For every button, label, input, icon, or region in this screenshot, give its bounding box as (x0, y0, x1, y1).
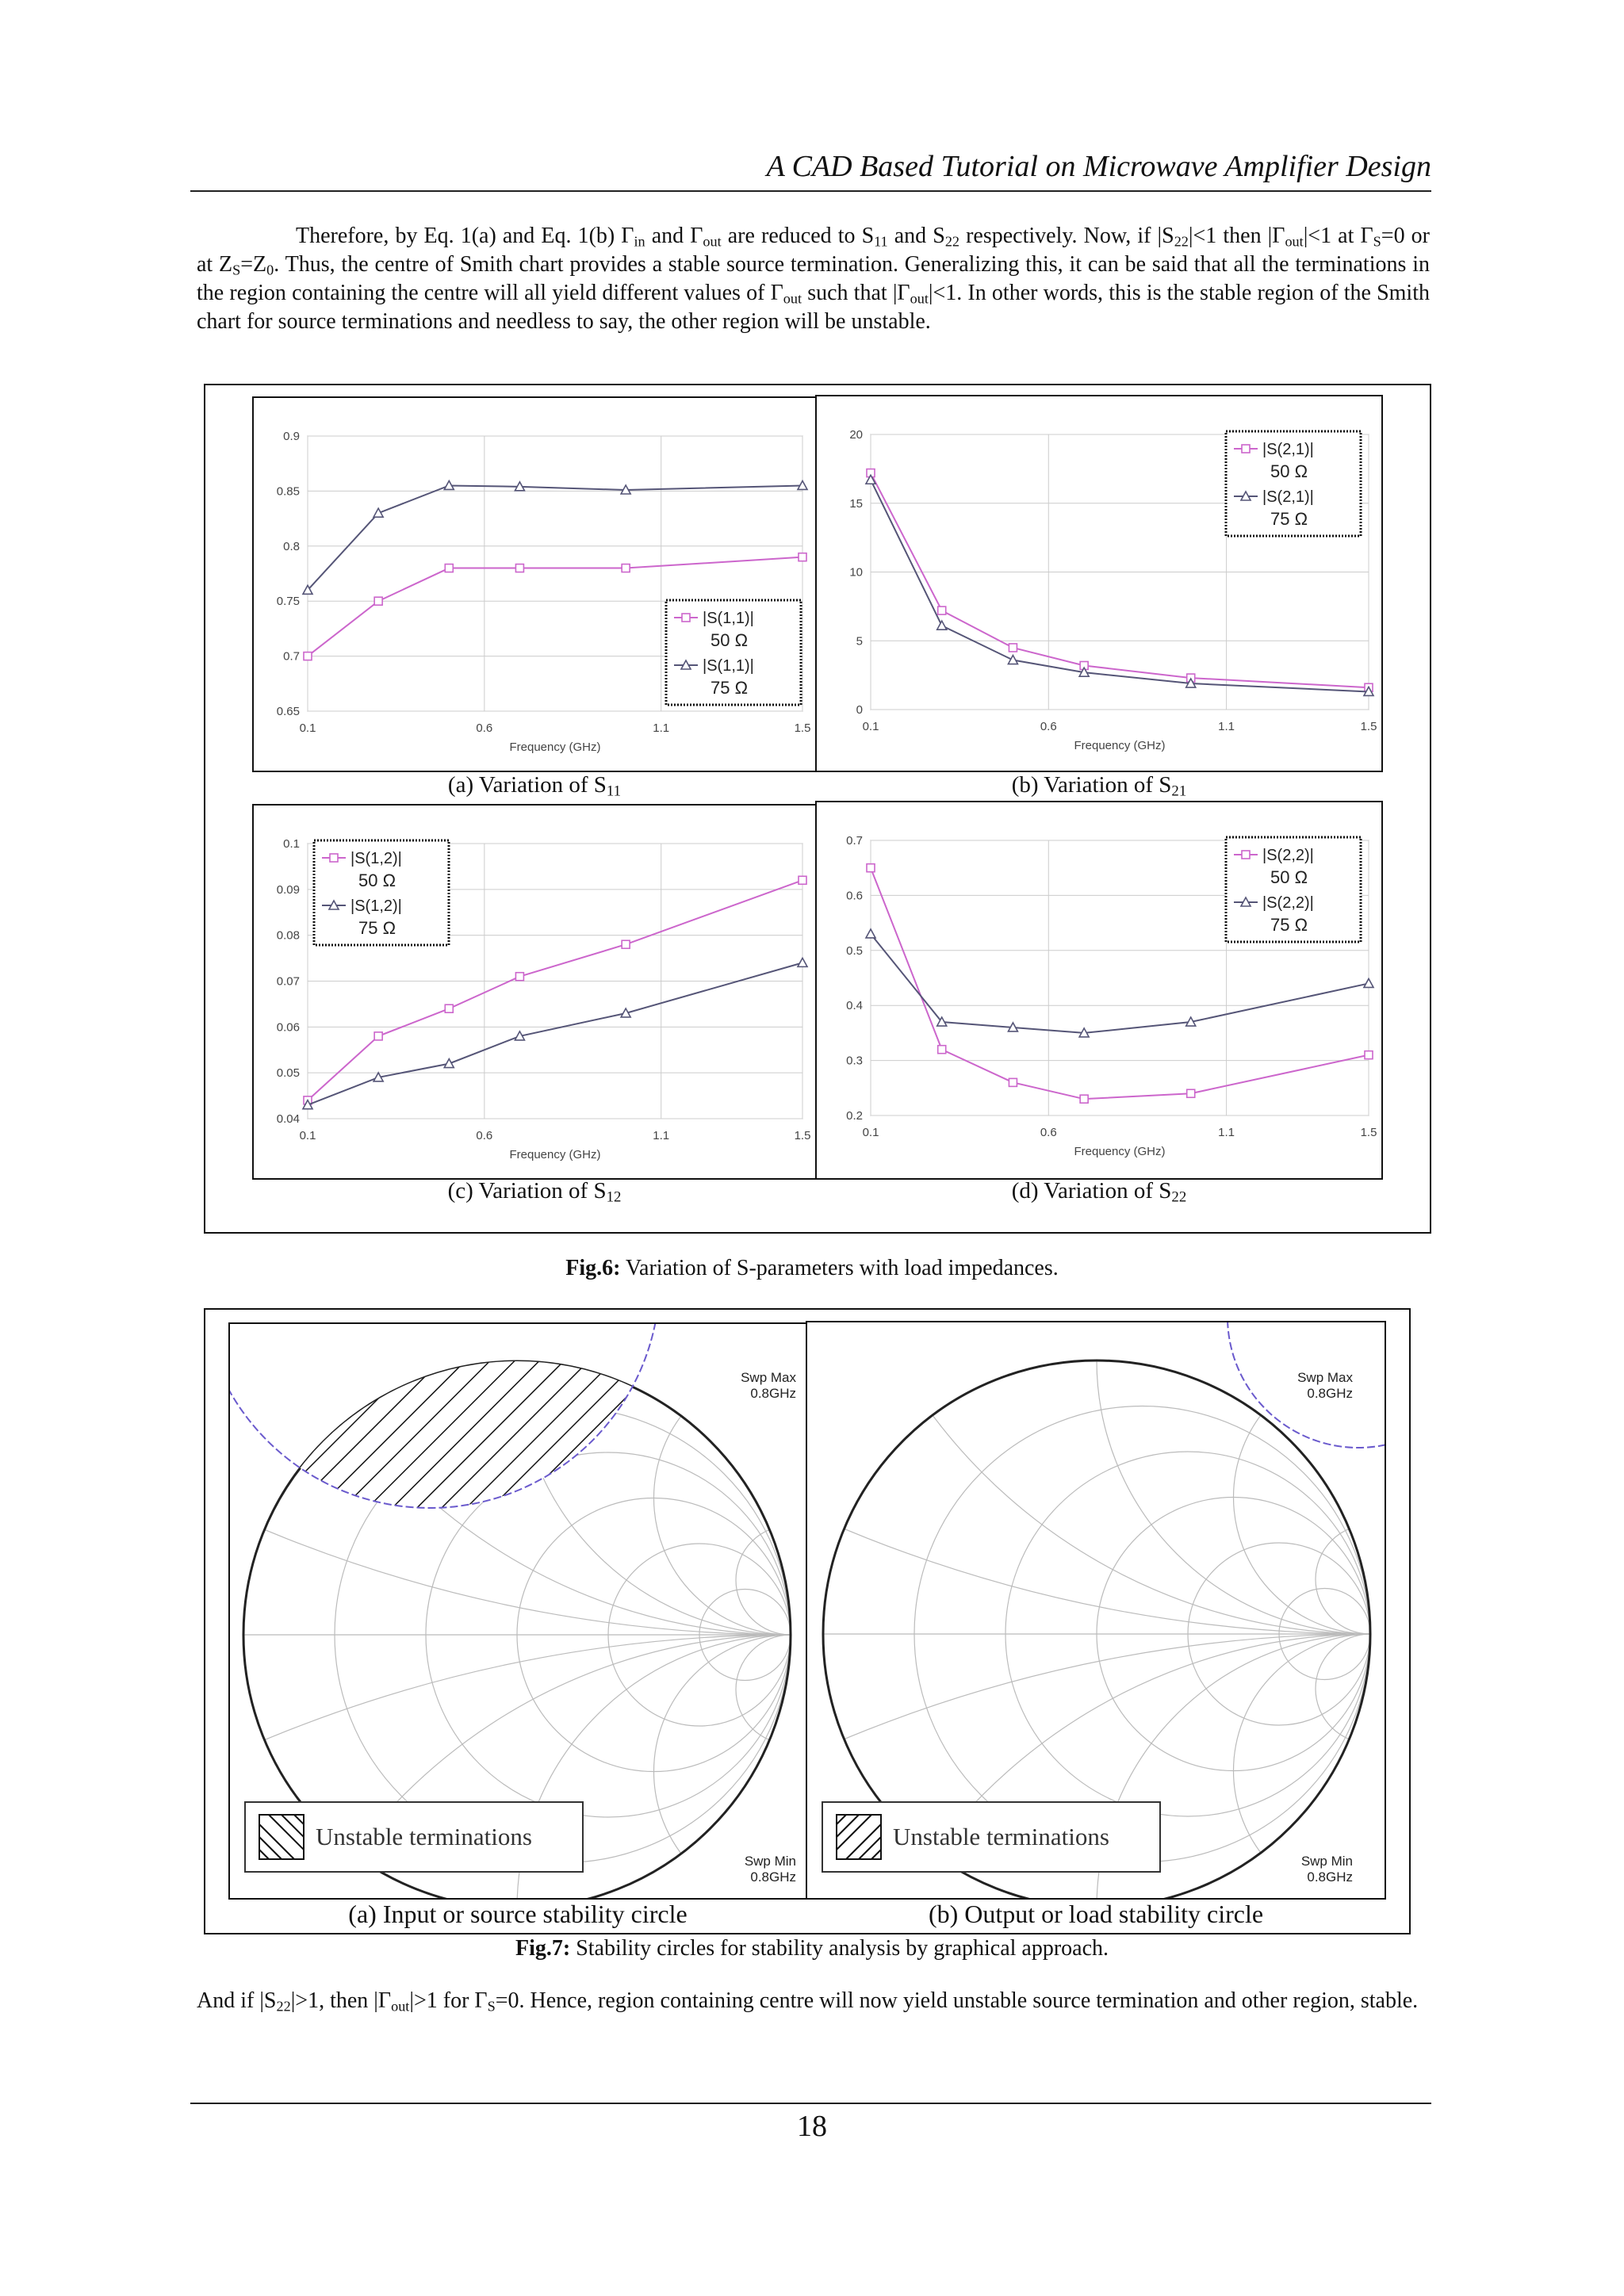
x-tick-label: 0.1 (299, 1129, 316, 1142)
y-tick-label: 0.09 (276, 882, 300, 897)
legend-label: Unstable terminations (893, 1823, 1109, 1850)
y-tick-label: 0.07 (276, 974, 300, 989)
x-tick-label: 0.1 (299, 721, 316, 735)
y-tick-label: 0.04 (276, 1112, 300, 1126)
legend-marker (1242, 445, 1250, 453)
legend-marker (330, 854, 338, 862)
subcaption-s11: (a) Variation of $S_{11}$ (447, 772, 622, 800)
x-axis-label: Frequency (GHz) (509, 740, 601, 754)
chart-panel-s21 (815, 395, 1383, 772)
y-tick-label: 0.65 (276, 705, 300, 718)
data-point (1009, 1078, 1017, 1086)
legend-series-name: |S(1,1)| (703, 610, 754, 627)
paragraph-bottom: And if $|S_{22}|>1$, then $|\Gamma_{out}|>1$ for $\Gamma_S=0$. Hence, region containing centre will now yield unstable source termination and other region, stable. (197, 1988, 1419, 2015)
data-point (622, 940, 630, 948)
chart-panel-s22 (815, 801, 1383, 1180)
legend-series-impedance: 50 Ω (710, 630, 749, 650)
legend (314, 840, 449, 945)
data-point (622, 564, 630, 572)
y-tick-label: 0.08 (276, 928, 300, 943)
y-tick-label: 0.7 (283, 649, 300, 664)
header-rule (190, 190, 1431, 192)
legend-series-impedance: 50 Ω (1270, 461, 1308, 481)
legend-marker (1242, 851, 1250, 859)
hatch-swatch-icon (836, 1814, 882, 1860)
legend-marker (682, 614, 690, 622)
swp-min-label: Swp Min 0.8GHz (1300, 1854, 1353, 1885)
hatch-swatch-icon (259, 1814, 304, 1860)
data-point (1365, 1051, 1373, 1059)
legend (666, 600, 801, 705)
y-tick-label: 0.06 (276, 1020, 300, 1035)
x-tick-label: 1.1 (653, 1129, 670, 1142)
x-tick-label: 0.6 (476, 1129, 493, 1142)
legend (1226, 837, 1361, 942)
x-tick-label: 1.1 (653, 721, 670, 735)
legend-series-name: |S(2,1)| (1262, 488, 1314, 506)
data-point (938, 607, 946, 614)
smith-legend-input (244, 1801, 584, 1873)
data-point (1187, 1089, 1195, 1097)
chart-s12 (254, 806, 815, 1178)
y-tick-label: 0 (856, 703, 863, 717)
swp-max-label: Swp Max 0.8GHz (741, 1370, 796, 1401)
legend-series-name: |S(1,2)| (350, 897, 402, 915)
data-point (799, 876, 806, 884)
x-tick-label: 1.5 (794, 1129, 811, 1142)
y-tick-label: 10 (849, 565, 863, 580)
data-point (1009, 644, 1017, 652)
x-tick-label: 1.1 (1218, 1126, 1235, 1139)
chart-panel-s12 (252, 804, 817, 1180)
x-tick-label: 0.1 (862, 720, 879, 733)
legend-series-impedance: 75 Ω (1270, 509, 1308, 529)
x-tick-label: 0.6 (1040, 720, 1057, 733)
x-tick-label: 0.6 (1040, 1126, 1057, 1139)
reactance-arc (807, 1322, 1385, 1634)
reactance-arc (823, 1322, 1385, 1634)
x-tick-label: 1.5 (794, 721, 811, 735)
y-tick-label: 0.3 (846, 1054, 863, 1068)
data-point (445, 564, 453, 572)
y-tick-label: 0.7 (846, 834, 863, 848)
data-point (374, 1032, 382, 1040)
reactance-arc (654, 1361, 806, 1635)
y-tick-label: 0.05 (276, 1066, 300, 1081)
chart-s21 (817, 396, 1381, 771)
x-axis-label: Frequency (GHz) (1074, 739, 1166, 752)
chart-s22 (817, 802, 1381, 1178)
legend-series-name: |S(1,1)| (703, 657, 754, 675)
legend-series-impedance: 75 Ω (1270, 915, 1308, 935)
subcaption-input-stability: (a) Input or source stability circle (348, 1900, 688, 1928)
x-tick-label: 0.6 (476, 721, 493, 735)
subcaption-output-stability: (b) Output or load stability circle (928, 1900, 1264, 1928)
y-tick-label: 0.2 (846, 1109, 863, 1123)
footer-rule (190, 2103, 1431, 2104)
data-point (304, 652, 312, 660)
page-number: 18 (797, 2110, 827, 2143)
subcaption-s12: (c) Variation of $S_{12}$ (447, 1178, 622, 1206)
y-tick-label: 0.9 (283, 430, 300, 443)
reactance-arc (1097, 1322, 1385, 1634)
figure6-caption: Fig.6: Variation of S-parameters with load impedances. (565, 1256, 1059, 1280)
y-tick-label: 0.8 (283, 539, 300, 553)
data-point (515, 564, 523, 572)
legend-series-name: |S(2,2)| (1262, 847, 1314, 864)
legend-series-impedance: 75 Ω (710, 678, 749, 698)
y-tick-label: 0.1 (283, 837, 300, 851)
y-tick-label: 0.6 (846, 889, 863, 903)
legend-series-impedance: 50 Ω (1270, 867, 1308, 887)
data-point (1080, 1095, 1088, 1103)
y-tick-label: 0.4 (846, 999, 863, 1013)
legend-series-name: |S(2,2)| (1262, 894, 1314, 912)
legend-series-impedance: 50 Ω (358, 871, 396, 890)
x-tick-label: 0.1 (862, 1126, 879, 1139)
subcaption-s21: (b) Variation of $S_{21}$ (1011, 772, 1187, 800)
data-point (515, 973, 523, 981)
y-tick-label: 5 (856, 634, 863, 649)
swp-max-label: Swp Max 0.8GHz (1297, 1370, 1353, 1401)
legend-label: Unstable terminations (316, 1823, 532, 1850)
chart-panel-s11 (252, 396, 817, 772)
running-header: A CAD Based Tutorial on Microwave Amplifier Design (766, 150, 1431, 183)
data-point (445, 1004, 453, 1012)
paragraph-top: Therefore, by Eq. 1(a) and Eq. 1(b) $\Gamma_{in}$ and $\Gamma_{out}$ are reduced to $S_{11}$ and $S_{22}$ respectively. Now, if $|S_{22}|<1$ then $|\Gamma_{out}|<1$ at $\Gamma_S=0$ or at $Z_S=Z_0$. Thus, the centre of Smith chart provides a stable source termination. Generalizing this, it can be said that all the terminations in the region containing the centre will all yield different values of $\Gamma_{out}$ such that $|\Gamma_{out}|<1$. In other words, this is the stable region of the Smith chart for source terminations and needless to say, the other region will be unstable. (197, 224, 1430, 334)
y-tick-label: 15 (849, 496, 863, 511)
legend (1226, 431, 1361, 536)
smith-legend-output (822, 1801, 1161, 1873)
x-tick-label: 1.5 (1360, 720, 1377, 733)
x-tick-label: 1.5 (1360, 1126, 1377, 1139)
figure7-caption: Fig.7: Stability circles for stability analysis by graphical approach. (515, 1936, 1109, 1961)
y-tick-label: 20 (849, 428, 863, 442)
subcaption-s22: (d) Variation of $S_{22}$ (1011, 1178, 1187, 1206)
legend-series-name: |S(1,2)| (350, 850, 402, 867)
x-axis-label: Frequency (GHz) (509, 1148, 601, 1161)
x-tick-label: 1.1 (1218, 720, 1235, 733)
data-point (799, 553, 806, 561)
swp-min-label: Swp Min 0.8GHz (744, 1854, 796, 1885)
y-tick-label: 0.85 (276, 484, 300, 499)
x-axis-label: Frequency (GHz) (1074, 1145, 1166, 1158)
chart-s11 (254, 398, 815, 771)
data-point (938, 1046, 946, 1054)
data-point (374, 597, 382, 605)
y-tick-label: 0.75 (276, 595, 300, 609)
y-tick-label: 0.5 (846, 943, 863, 958)
smith-panel-input (228, 1322, 807, 1900)
data-point (867, 864, 875, 872)
legend-series-name: |S(2,1)| (1262, 441, 1314, 458)
smith-panel-output (806, 1321, 1386, 1900)
legend-series-impedance: 75 Ω (358, 918, 396, 938)
